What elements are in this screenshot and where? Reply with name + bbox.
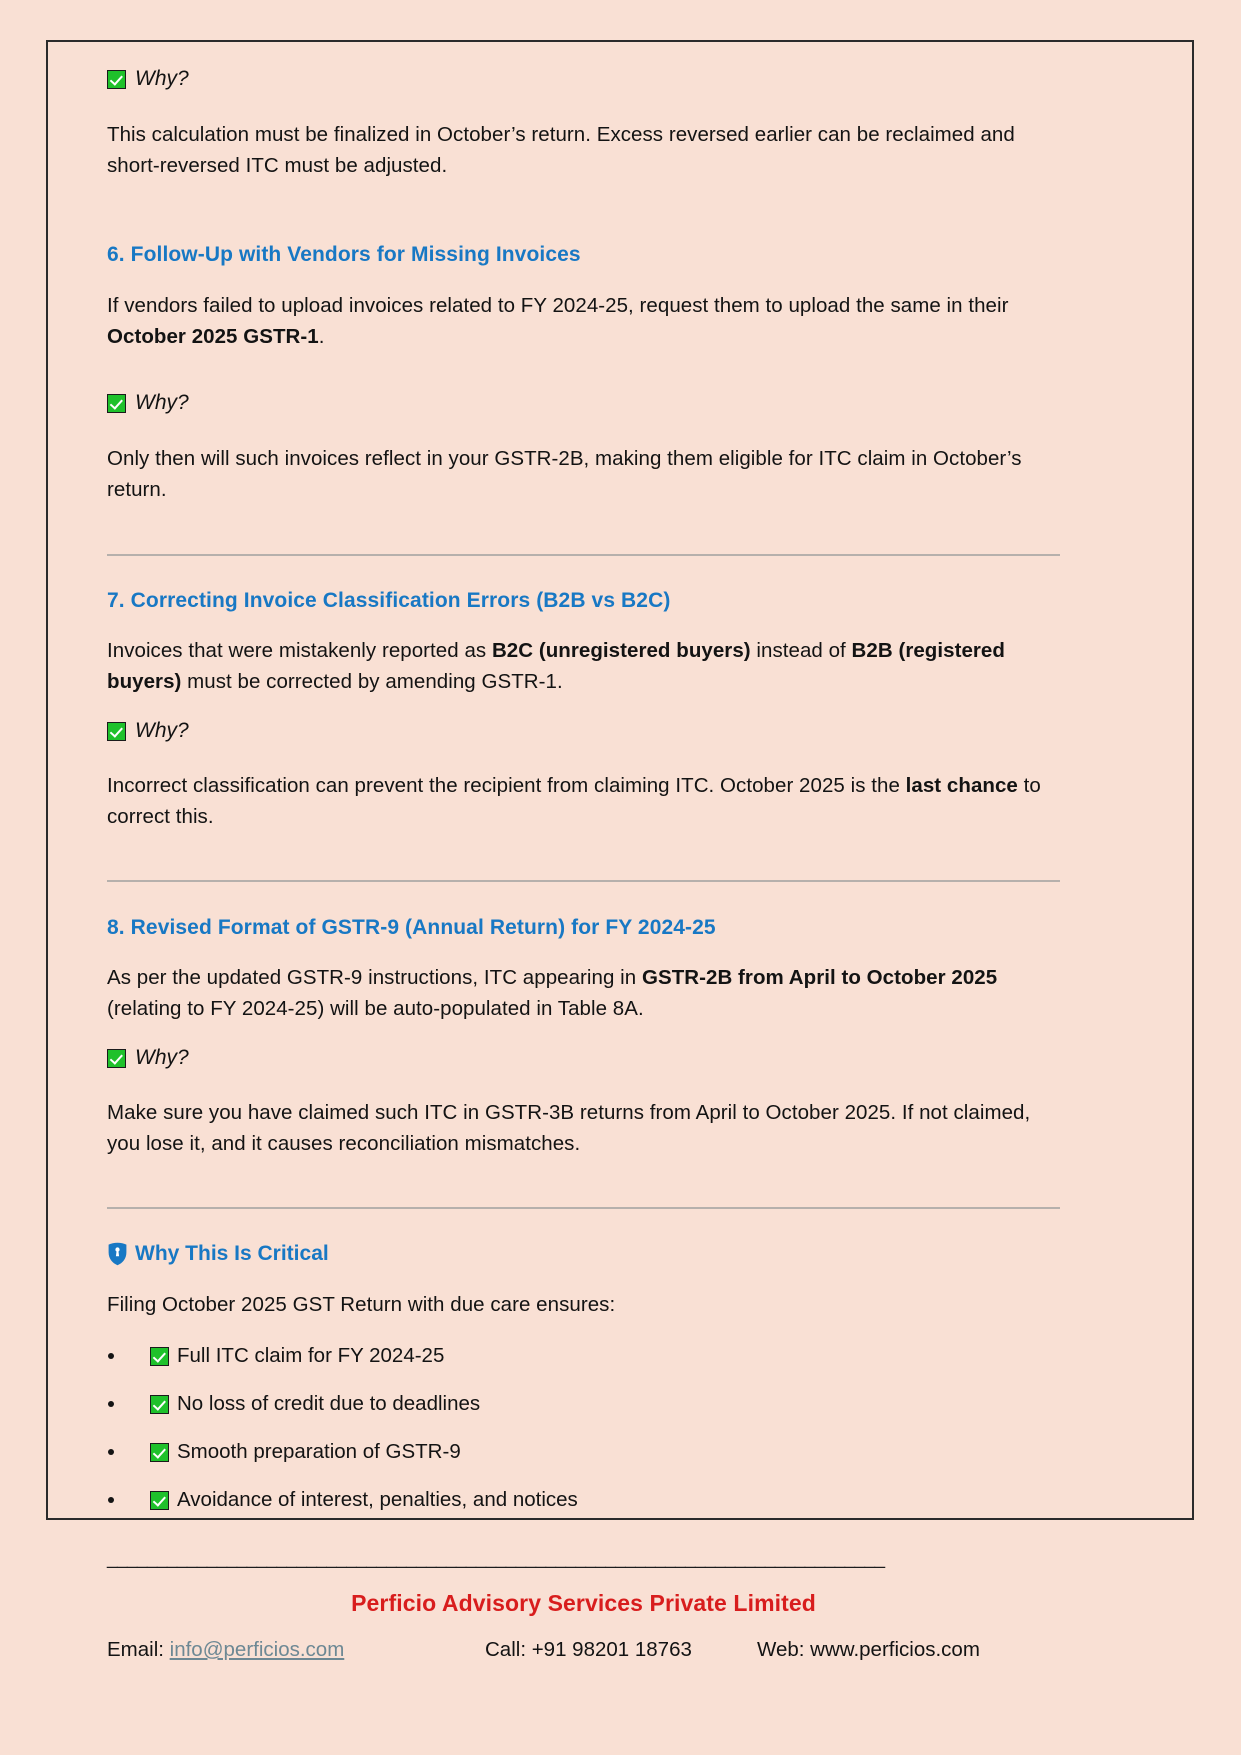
why-callout xyxy=(107,1044,1060,1072)
divider xyxy=(107,880,1060,882)
critical-heading-row xyxy=(107,1240,1060,1268)
list-item xyxy=(107,1485,1060,1515)
footer-separator: ______________________________________________________________________________ xyxy=(107,1548,885,1569)
check-icon xyxy=(107,70,126,89)
section-6-heading: 6. Follow-Up with Vendors for Missing Invoices xyxy=(107,243,581,266)
email-label: Email: xyxy=(107,1638,170,1661)
document-content xyxy=(107,51,1060,1665)
section-7-body-bold-2: B2B (registered buyers) xyxy=(107,639,1005,693)
email-link[interactable]: info@perficios.com xyxy=(169,1638,345,1661)
section-7-heading: 7. Correcting Invoice Classification Errors (B2B vs B2C) xyxy=(107,589,671,612)
divider xyxy=(107,554,1060,556)
check-icon xyxy=(107,722,126,741)
list-item xyxy=(107,1341,1060,1371)
why-label: Why? xyxy=(135,67,189,90)
shield-icon xyxy=(107,1242,128,1266)
section-7-body-bold-1: B2C (unregistered buyers) xyxy=(491,639,751,662)
list-item-label: Smooth preparation of GSTR-9 xyxy=(177,1440,461,1463)
section-6-body-bold: October 2025 GSTR-1 xyxy=(107,325,319,348)
company-name: Perficio Advisory Services Private Limited xyxy=(351,1590,816,1616)
why-callout xyxy=(107,389,1060,417)
why-callout xyxy=(107,65,1060,93)
document-page xyxy=(46,40,1194,1661)
why-label: Why? xyxy=(135,719,189,742)
why-callout xyxy=(107,717,1060,745)
why-label: Why? xyxy=(135,391,189,414)
section-8-body: As per the updated GSTR-9 instructions, ITC appearing in GSTR-2B from April to October 2025 (relating to FY 2024-25) will be auto-populated in Table 8A. xyxy=(107,966,998,1020)
section-6-body: If vendors failed to upload invoices related to FY 2024-25, request them to upload the same in their October 2025 GSTR-1. xyxy=(107,294,1009,348)
check-icon xyxy=(150,1395,169,1414)
contact-website: Web: www.perficios.com xyxy=(757,1638,980,1661)
section-8-heading: 8. Revised Format of GSTR-9 (Annual Return) for FY 2024-25 xyxy=(107,916,716,939)
section-8-why-body: Make sure you have claimed such ITC in GSTR-3B returns from April to October 2025. If not claimed, you lose it, and it causes reconciliation mismatches. xyxy=(107,1101,1031,1155)
check-icon xyxy=(150,1347,169,1366)
divider xyxy=(107,1207,1060,1209)
list-item-label: Full ITC claim for FY 2024-25 xyxy=(177,1344,445,1367)
list-item-label: Avoidance of interest, penalties, and notices xyxy=(177,1488,578,1511)
check-icon xyxy=(107,1049,126,1068)
check-icon xyxy=(107,394,126,413)
critical-list xyxy=(107,1341,1060,1515)
why-label: Why? xyxy=(135,1046,189,1069)
section-8-body-bold: GSTR-2B from April to October 2025 xyxy=(641,966,998,989)
check-icon xyxy=(150,1443,169,1462)
check-icon xyxy=(150,1491,169,1510)
critical-heading-label: Why This Is Critical xyxy=(135,1242,329,1265)
list-item xyxy=(107,1389,1060,1419)
section-7-body: Invoices that were mistakenly reported as B2C (unregistered buyers) instead of B2B (registered buyers) must be corrected by amending GSTR-1. xyxy=(107,639,1005,693)
why-1-body: This calculation must be finalized in October’s return. Excess reversed earlier can be reclaimed and short-reversed ITC must be adjusted. xyxy=(107,123,1015,177)
critical-intro: Filing October 2025 GST Return with due care ensures: xyxy=(107,1293,616,1316)
contact-phone: Call: +91 98201 18763 xyxy=(485,1638,692,1661)
contact-row xyxy=(107,1635,1060,1665)
list-item xyxy=(107,1437,1060,1467)
section-6-why-body: Only then will such invoices reflect in your GSTR-2B, making them eligible for ITC claim in October’s return. xyxy=(107,447,1022,501)
list-item-label: No loss of credit due to deadlines xyxy=(177,1392,481,1415)
section-7-why-body: Incorrect classification can prevent the recipient from claiming ITC. October 2025 is the last chance to correct this. xyxy=(107,774,1041,828)
section-7-why-bold: last chance xyxy=(905,774,1018,797)
contact-email xyxy=(107,1635,485,1665)
